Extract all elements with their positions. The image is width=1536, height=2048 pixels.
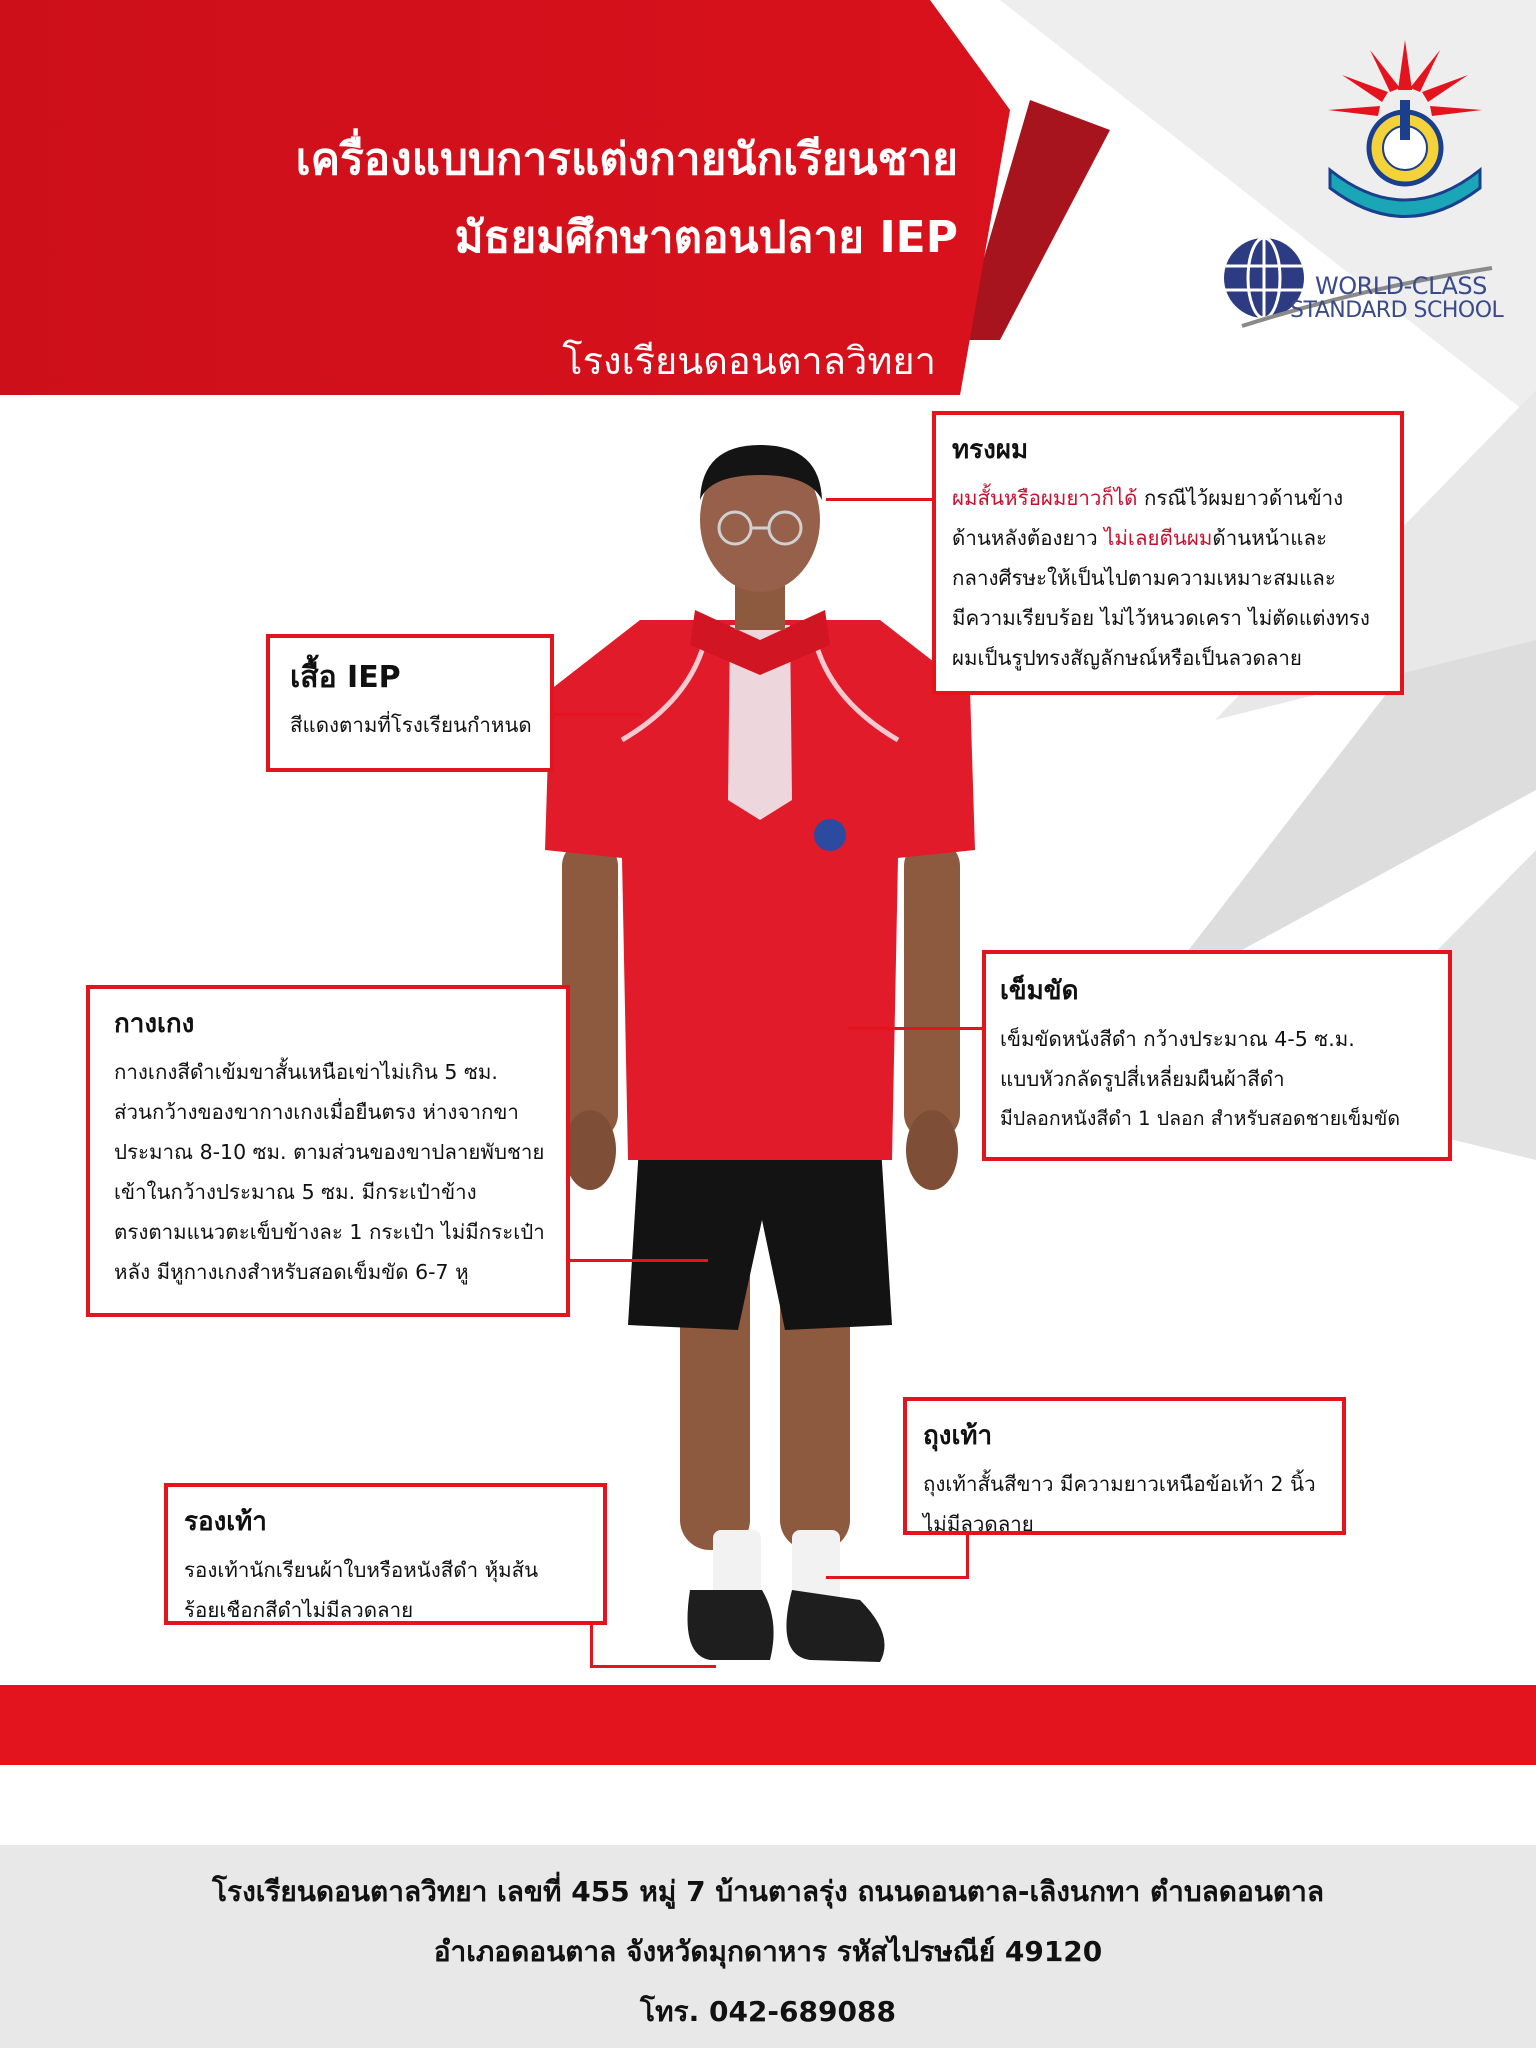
school-name: โรงเรียนดอนตาลวิทยา	[562, 339, 936, 383]
pants-connector	[568, 1259, 708, 1262]
pants-line: เข้าในกว้างประมาณ 5 ซม. มีกระเป๋าข้าง	[114, 1180, 477, 1204]
page-title-line2: มัธยมศึกษาตอนปลาย IEP	[454, 212, 958, 263]
callout-shoes-title: รองเท้า	[184, 1507, 267, 1537]
right-shoe	[786, 1590, 884, 1662]
shoes-line: รองเท้านักเรียนผ้าใบหรือหนังสีดำ หุ้มส้น	[184, 1558, 539, 1582]
hair-line3: กลางศีรษะให้เป็นไปตามความเหมาะสมและ	[952, 566, 1336, 590]
pants-line: ส่วนกว้างของขากางเกงเมื่อยืนตรง ห่างจากขา	[114, 1100, 519, 1124]
belt-line: มีปลอกหนังสีดำ 1 ปลอก สำหรับสอดชายเข็มขัด	[1000, 1107, 1401, 1130]
pants-line: หลัง มีหูกางเกงสำหรับสอดเข็มขัด 6-7 หู	[114, 1260, 469, 1284]
pants-line: ตรงตามแนวตะเข็บข้างละ 1 กระเป๋า ไม่มีกระเป๋า	[114, 1220, 545, 1244]
footer-phone: โทร. 042-689088	[640, 1995, 896, 2028]
wcss-text-line1: WORLD-CLASS	[1315, 272, 1487, 300]
pants-line: กางเกงสีดำเข้มขาสั้นเหนือเข่าไม่เกิน 5 ซม.	[114, 1060, 498, 1084]
hair-highlight-2: ไม่เลยตีนผม	[1104, 526, 1213, 550]
socks-line: ไม่มีลวดลาย	[923, 1512, 1034, 1536]
red-divider-band	[0, 1685, 1536, 1765]
callout-socks-title: ถุงเท้า	[923, 1421, 993, 1451]
shoes-connector-h	[590, 1665, 716, 1668]
pants-line: ประมาณ 8-10 ซม. ตามส่วนของขาปลายพับชาย	[114, 1140, 545, 1164]
callout-belt	[982, 950, 1452, 1161]
hair-line4: มีความเรียบร้อย ไม่ไว้หนวดเครา ไม่ตัดแต่งทรง	[952, 606, 1370, 630]
shirt-line1: สีแดงตามที่โรงเรียนกำหนด	[290, 713, 532, 737]
hair-connector	[826, 498, 934, 501]
socks-connector-h	[826, 1576, 969, 1579]
footer-address-line2: อำเภอดอนตาล จังหวัดมุกดาหาร รหัสไปรษณีย์ 49120	[433, 1935, 1103, 1968]
callout-shirt	[266, 634, 554, 772]
belt-line: เข็มขัดหนังสีดำ กว้างประมาณ 4-5 ซ.ม.	[1000, 1027, 1355, 1051]
callout-shirt-title: เสื้อ IEP	[290, 660, 401, 695]
shoes-connector-v	[590, 1623, 593, 1668]
callout-socks	[903, 1397, 1346, 1535]
hair-line5: ผมเป็นรูปทรงสัญลักษณ์หรือเป็นลวดลาย	[952, 646, 1302, 670]
shoes-line: ร้อยเชือกสีดำไม่มีลวดลาย	[184, 1598, 414, 1622]
left-arm	[562, 840, 618, 1140]
right-arm	[904, 840, 960, 1140]
shirt-emblem	[814, 819, 846, 851]
callout-belt-title: เข็มขัด	[1000, 976, 1079, 1006]
callout-hair	[932, 411, 1404, 695]
socks-line: ถุงเท้าสั้นสีขาว มีความยาวเหนือข้อเท้า 2 นิ้ว	[923, 1472, 1316, 1496]
school-emblem-logo	[1320, 30, 1490, 230]
callout-hair-title: ทรงผม	[952, 435, 1029, 465]
belt-line: แบบหัวกลัดรูปสี่เหลี่ยมผืนผ้าสีดำ	[1000, 1067, 1285, 1091]
hair-line2-start: ด้านหลังต้องยาว	[952, 526, 1105, 550]
footer-address-line1: โรงเรียนดอนตาลวิทยา เลขที่ 455 หมู่ 7 บ้านตาลรุ่ง ถนนดอนตาล-เลิงนกทา ตำบลดอนตาล	[211, 1875, 1324, 1908]
callout-shoes	[164, 1483, 607, 1625]
hair-highlight-1: ผมสั้นหรือผมยาวก็ได้	[952, 486, 1138, 510]
hair-line2-rest: ด้านหน้าและ	[1212, 526, 1328, 550]
left-shoe	[688, 1590, 774, 1660]
callout-pants	[86, 985, 570, 1317]
shirt-connector	[552, 713, 642, 716]
hair-line1-rest: กรณีไว้ผมยาวด้านข้าง	[1137, 486, 1344, 510]
page-title-line1: เครื่องแบบการแต่งกายนักเรียนชาย	[295, 134, 958, 185]
belt-connector	[848, 1027, 984, 1030]
wcss-text-line2: STANDARD SCHOOL	[1290, 298, 1504, 323]
callout-pants-title: กางเกง	[114, 1009, 195, 1039]
